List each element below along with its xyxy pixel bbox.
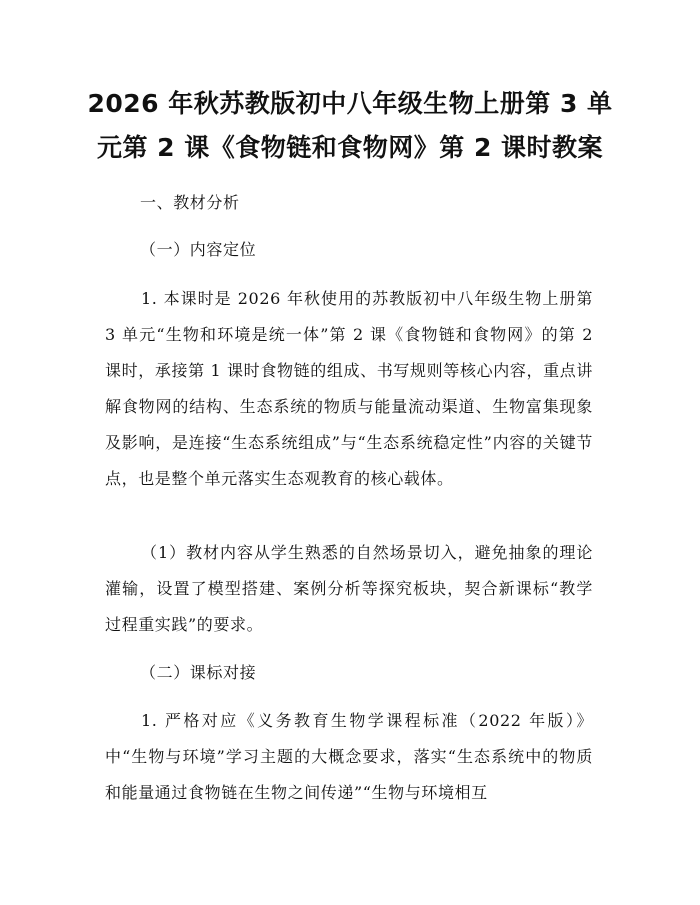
paragraph-material-features: （1）教材内容从学生熟悉的自然场景切入，避免抽象的理论灌输，设置了模型搭建、案例分析等探究板块，契合新课标“教学过程重实践”的要求。: [105, 543, 593, 634]
document-title: [60, 82, 640, 170]
title-line-2: 元第 2 课《食物链和食物网》第 2 课时教案: [96, 133, 604, 162]
subsection-heading-curriculum-alignment: （二）课标对接: [140, 663, 257, 682]
subsection-heading-content-positioning: （一）内容定位: [140, 240, 257, 259]
paragraph-curriculum-alignment: 1. 严格对应《义务教育生物学课程标准（2022 年版）》中“生物与环境”学习主题的大概念要求，落实“生态系统中的物质和能量通过食物链在生物之间传递”“生物与环境相互: [105, 711, 593, 802]
paragraph-content-positioning: 1. 本课时是 2026 年秋使用的苏教版初中八年级生物上册第 3 单元“生物和环境是统一体”第 2 课《食物链和食物网》的第 2 课时，承接第 1 课时食物链的组成、书写规则等核心内容，重点讲解食物网的结构、生态系统的物质与能量流动渠道、生物富集现象及影响，是连接“生态系统组成”与“生态系统稳定性”内容的关键节点，也是整个单元落实生态观教育的核心载体。: [105, 289, 593, 488]
title-line-1: 2026 年秋苏教版初中八年级生物上册第 3 单: [87, 89, 613, 118]
section-heading-teaching-material-analysis: 一、教材分析: [140, 193, 240, 212]
